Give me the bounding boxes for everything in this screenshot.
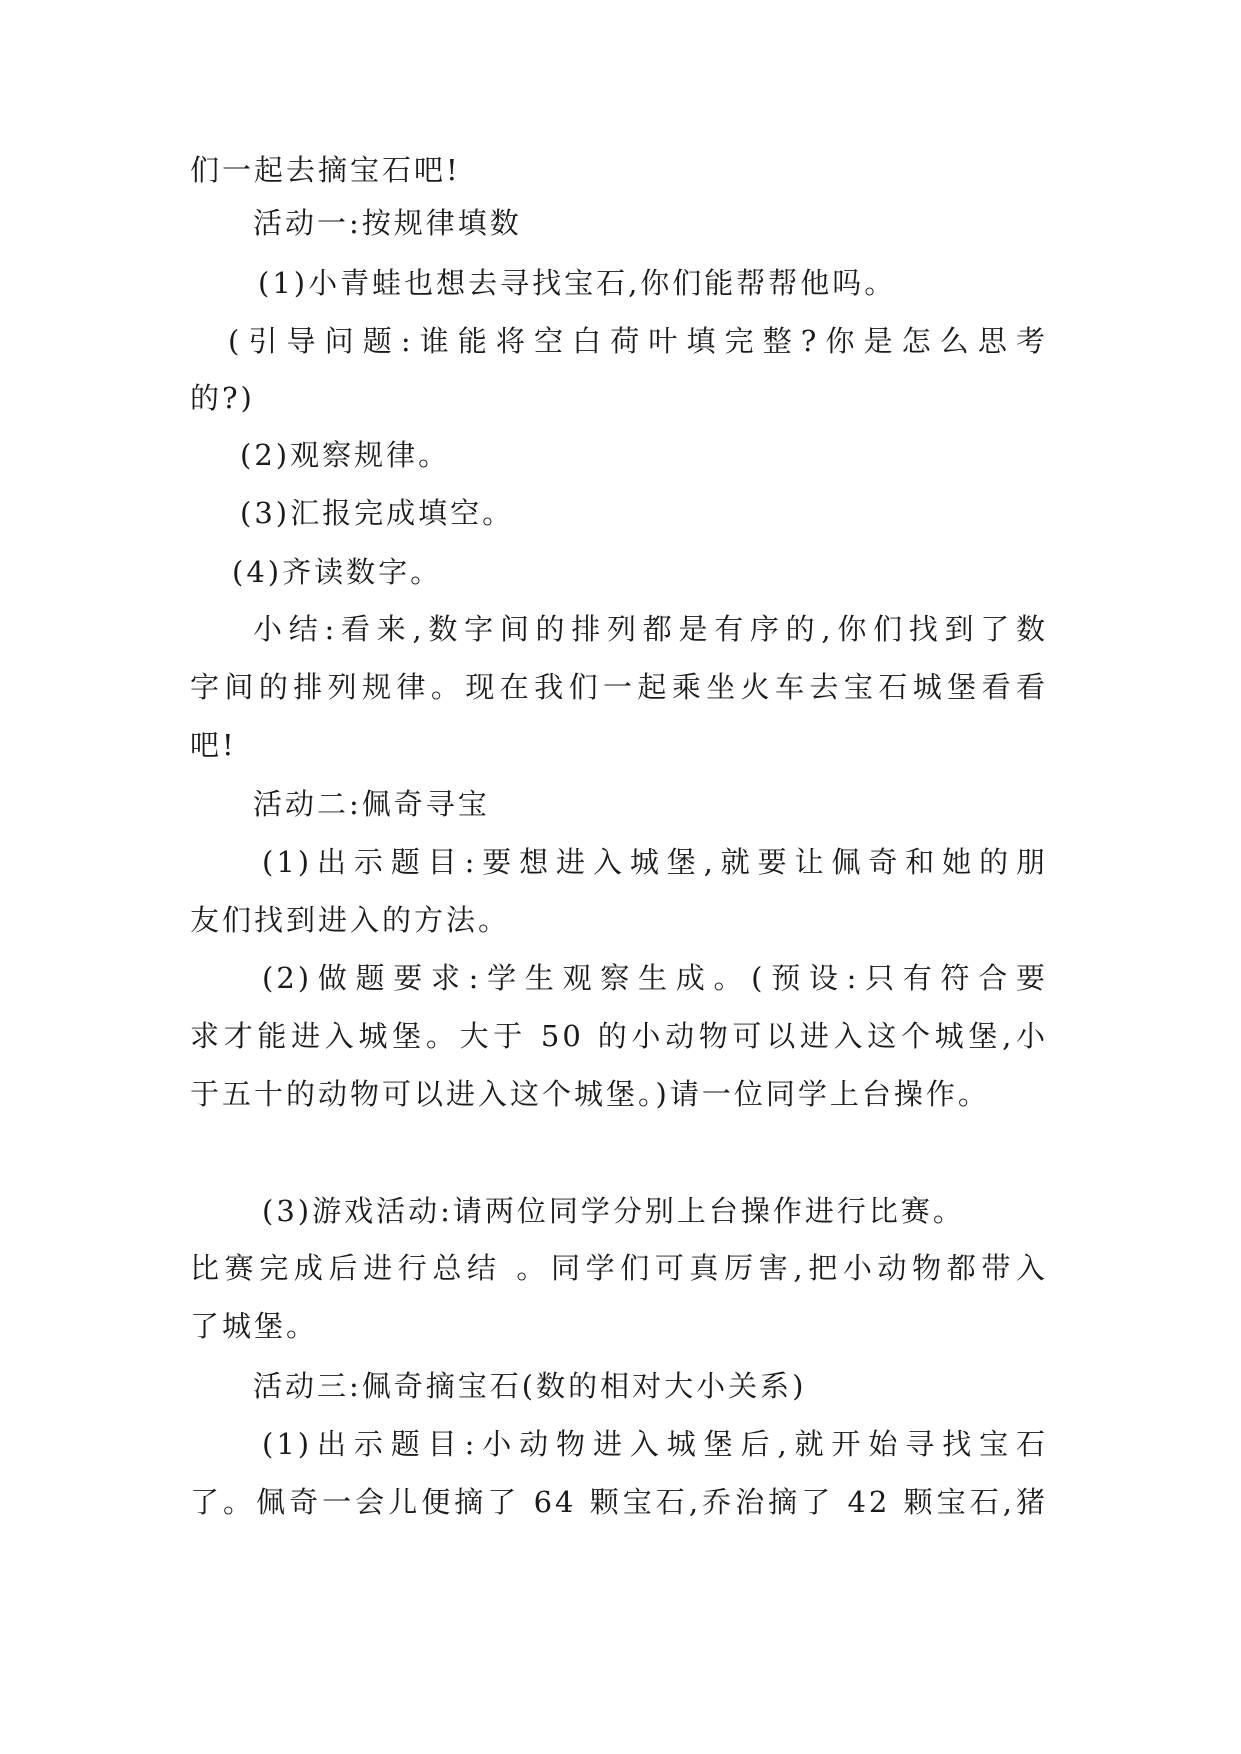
text-line: (4)齐读数字。 xyxy=(232,555,443,589)
text-line: (2)做题要求:学生观察生成。(预设:只有符合要 xyxy=(262,961,1048,995)
text-line: 友们找到进入的方法。 xyxy=(190,903,511,937)
section-heading: 活动三:佩奇摘宝石(数的相对大小关系) xyxy=(253,1369,807,1403)
text-line: 求才能进入城堡。大于 50 的小动物可以进入这个城堡,小 xyxy=(190,1019,1048,1053)
text-line: (1)出示题目:要想进入城堡,就要让佩奇和她的朋 xyxy=(262,845,1048,879)
text-line: 字间的排列规律。现在我们一起乘坐火车去宝石城堡看看 xyxy=(190,670,1048,704)
text-line: 小结:看来,数字间的排列都是有序的,你们找到了数 xyxy=(253,612,1048,646)
text-line: 的?) xyxy=(190,381,255,415)
text-line: 了城堡。 xyxy=(190,1309,319,1343)
text-line: 们一起去摘宝石吧! xyxy=(190,153,461,187)
text-line: 于五十的动物可以进入这个城堡。)请一位同学上台操作。 xyxy=(190,1077,990,1111)
text-line: (1)小青蛙也想去寻找宝石,你们能帮帮他吗。 xyxy=(258,266,897,300)
text-line: 了。佩奇一会儿便摘了 64 颗宝石,乔治摘了 42 颗宝石,猪 xyxy=(190,1485,1048,1519)
section-heading: 活动一:按规律填数 xyxy=(253,206,522,240)
text-line: (2)观察规律。 xyxy=(240,438,451,472)
text-line: (3)游戏活动:请两位同学分别上台操作进行比赛。 xyxy=(262,1194,965,1228)
text-line: (3)汇报完成填空。 xyxy=(240,496,515,530)
text-line: (1)出示题目:小动物进入城堡后,就开始寻找宝石 xyxy=(262,1427,1048,1461)
text-line: 比赛完成后进行总结 。同学们可真厉害,把小动物都带入 xyxy=(190,1251,1048,1285)
section-heading: 活动二:佩奇寻宝 xyxy=(253,787,490,821)
text-line: (引导问题:谁能将空白荷叶填完整?你是怎么思考 xyxy=(228,324,1048,358)
text-line: 吧! xyxy=(190,728,237,762)
